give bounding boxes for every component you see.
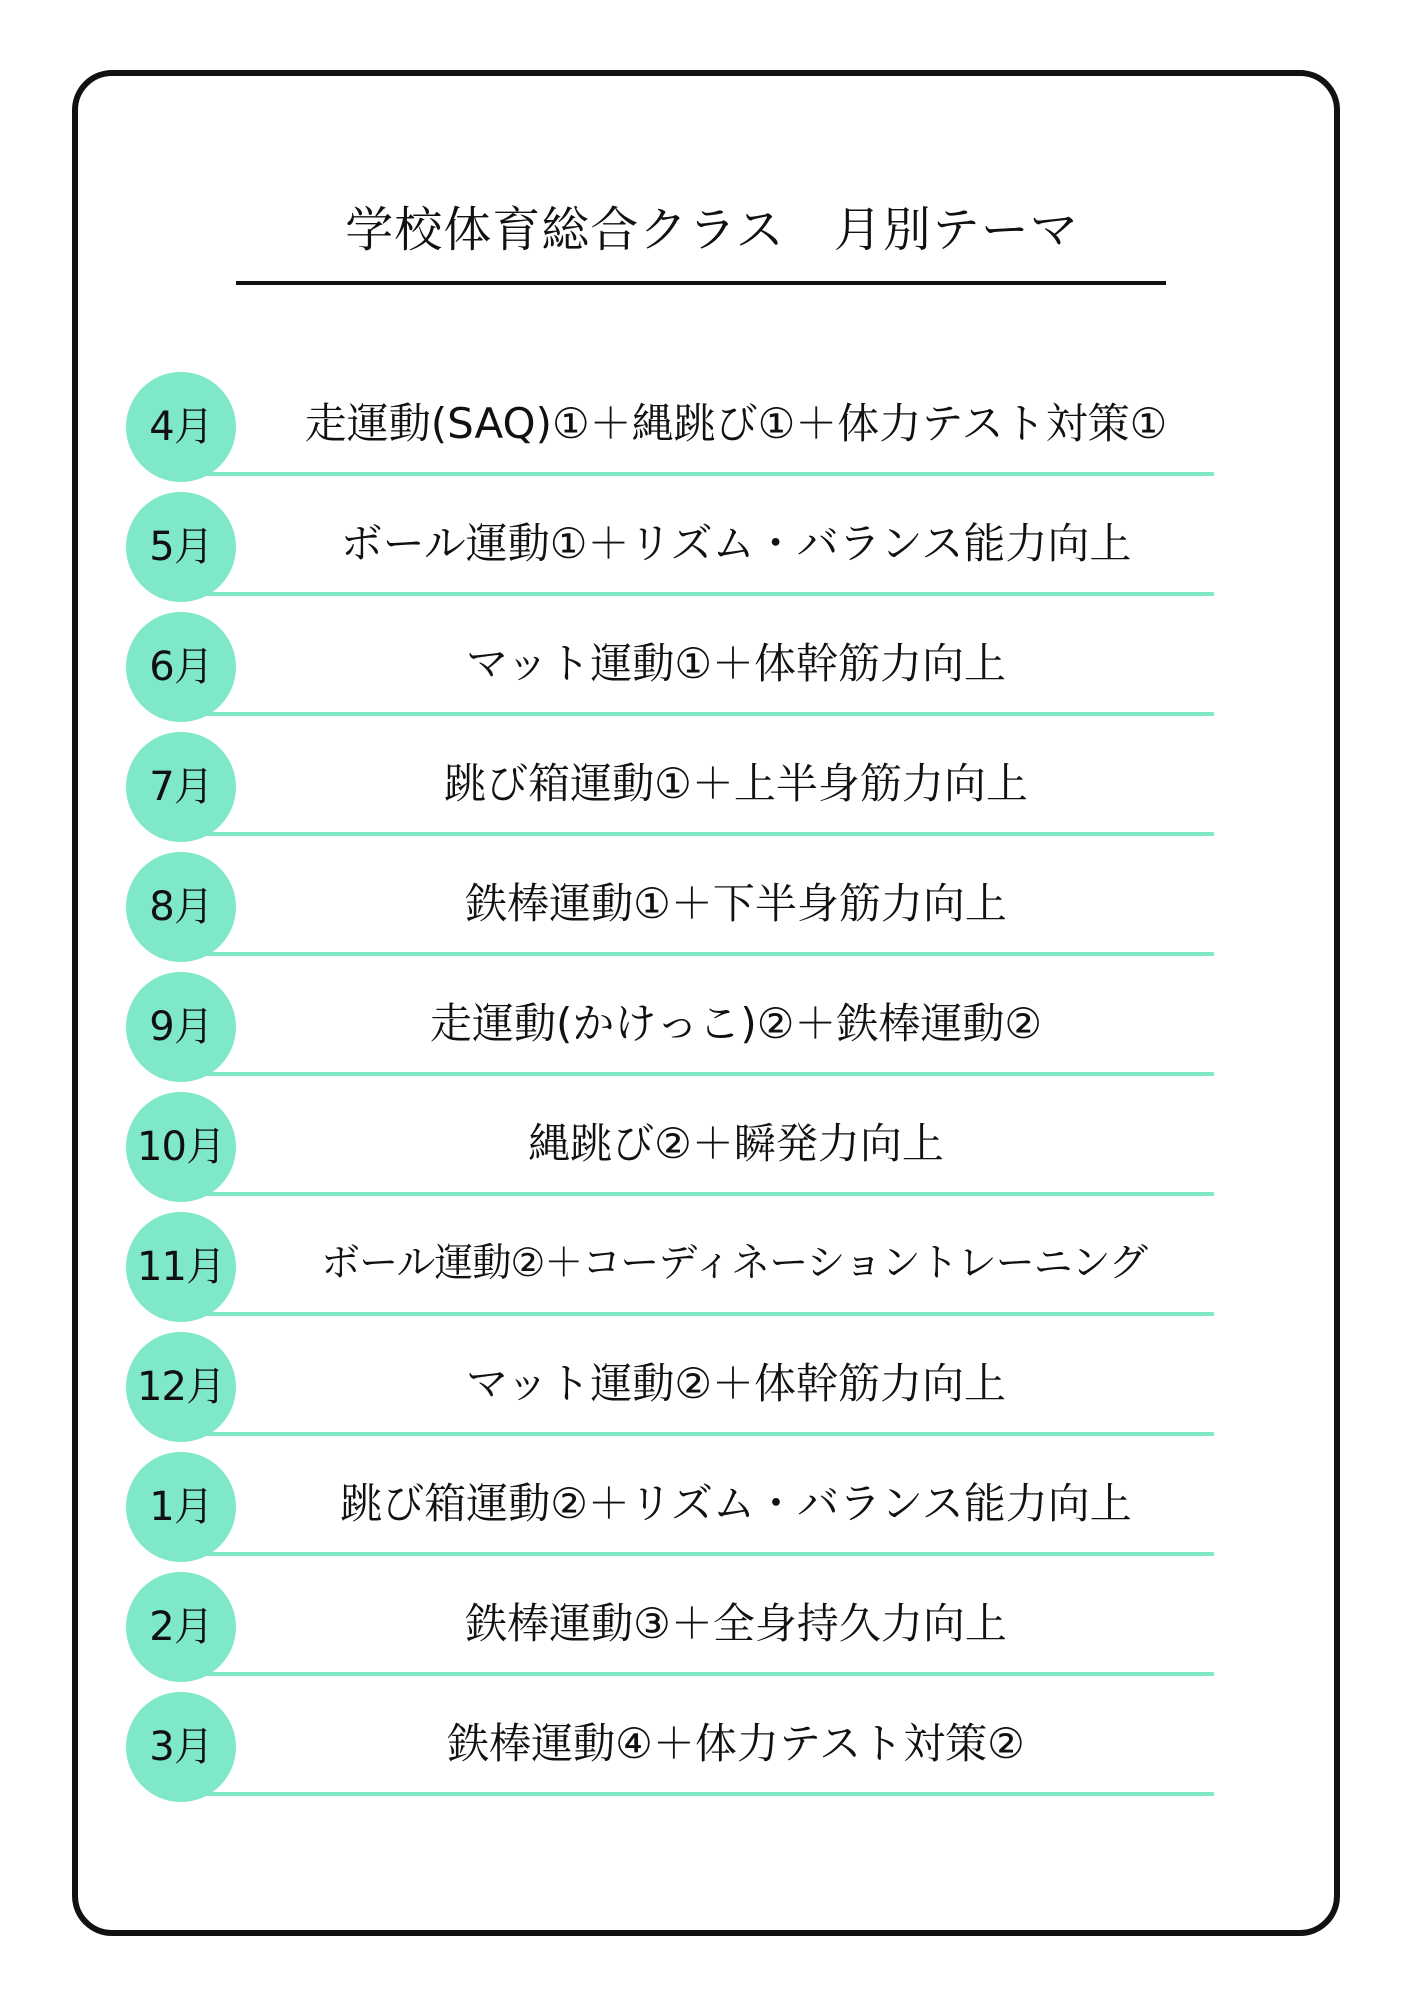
theme-text: 跳び箱運動①＋上半身筋力向上 xyxy=(444,759,1028,808)
month-badge xyxy=(126,492,236,602)
month-label: 11月 xyxy=(137,1244,225,1290)
theme-text: マット運動②＋体幹筋力向上 xyxy=(466,1359,1006,1408)
month-badge xyxy=(126,852,236,962)
month-label: 3月 xyxy=(149,1724,213,1770)
month-label: 1月 xyxy=(149,1484,213,1530)
month-label: 6月 xyxy=(149,644,213,690)
month-badge xyxy=(126,732,236,842)
month-badge xyxy=(126,1572,236,1682)
theme-text: 走運動(SAQ)①＋縄跳び①＋体力テスト対策① xyxy=(304,399,1168,448)
month-label: 12月 xyxy=(137,1364,225,1410)
month-badge xyxy=(126,1212,236,1322)
month-badge xyxy=(126,1692,236,1802)
month-label: 10月 xyxy=(137,1124,225,1170)
month-label: 4月 xyxy=(149,404,213,450)
month-label: 5月 xyxy=(149,524,213,570)
theme-text: ボール運動①＋リズム・バランス能力向上 xyxy=(340,519,1132,568)
list-item-september xyxy=(78,972,1334,1082)
theme-text: ボール運動②＋コーディネーショントレーニング xyxy=(321,1241,1147,1286)
page-frame xyxy=(72,70,1340,1936)
list-item-january xyxy=(78,1452,1334,1562)
list-item-june xyxy=(78,612,1334,722)
monthly-theme-list xyxy=(78,76,1334,1930)
month-label: 9月 xyxy=(149,1004,213,1050)
list-item-october xyxy=(78,1092,1334,1202)
theme-text: 鉄棒運動③＋全身持久力向上 xyxy=(465,1599,1007,1648)
month-badge xyxy=(126,1452,236,1562)
theme-text: 鉄棒運動④＋体力テスト対策② xyxy=(447,1719,1025,1768)
list-item-december xyxy=(78,1332,1334,1442)
month-badge xyxy=(126,372,236,482)
theme-text: 跳び箱運動②＋リズム・バランス能力向上 xyxy=(340,1479,1132,1528)
list-item-august xyxy=(78,852,1334,962)
month-badge xyxy=(126,1332,236,1442)
list-item-february xyxy=(78,1572,1334,1682)
theme-text: 縄跳び②＋瞬発力向上 xyxy=(528,1119,944,1168)
month-label: 7月 xyxy=(149,764,213,810)
month-badge xyxy=(126,1092,236,1202)
list-item-may xyxy=(78,492,1334,602)
list-item-march xyxy=(78,1692,1334,1802)
list-item-july xyxy=(78,732,1334,842)
month-badge xyxy=(126,972,236,1082)
list-item-april xyxy=(78,372,1334,482)
month-badge xyxy=(126,612,236,722)
theme-text: 走運動(かけっこ)②＋鉄棒運動② xyxy=(429,999,1043,1048)
month-label: 8月 xyxy=(149,884,213,930)
list-item-november xyxy=(78,1212,1334,1322)
month-label: 2月 xyxy=(149,1604,213,1650)
theme-text: 鉄棒運動①＋下半身筋力向上 xyxy=(465,879,1007,928)
page-title: 学校体育総合クラス 月別テーマ xyxy=(345,202,1079,258)
theme-text: マット運動①＋体幹筋力向上 xyxy=(466,639,1006,688)
